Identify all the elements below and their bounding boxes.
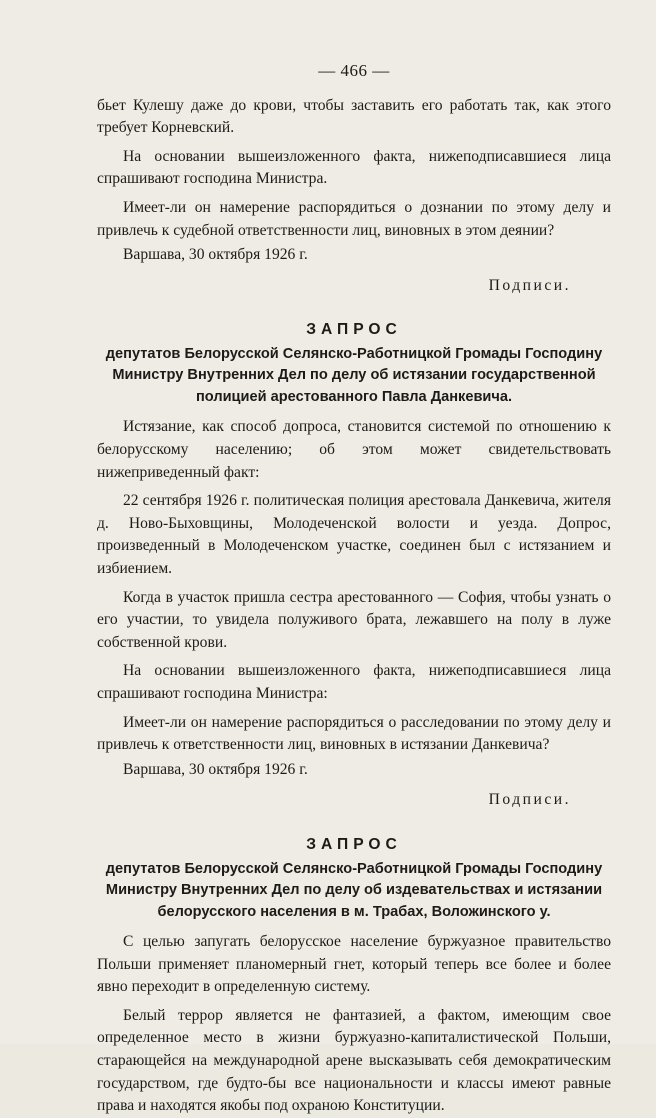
signatures: Подписи. bbox=[488, 791, 571, 809]
signatures: Подписи. bbox=[488, 276, 571, 294]
request-heading: ЗАПРОС bbox=[306, 321, 402, 339]
request-heading: ЗАПРОС bbox=[306, 835, 402, 853]
place-date: Варшава, 30 октября 1926 г. bbox=[123, 246, 308, 264]
request-subheading: депутатов Белорусской Селянско-Работницкой Громады Господину Министру Внутренних Дел по делу об издевательствах и истязании белорусского населения в м. Трабах, Воложинского у. bbox=[105, 860, 603, 920]
page-content bbox=[97, 60, 611, 1118]
request-paragraph: Белый террор является не фантазией, а фактом, имеющим свое определенное место в жизни буржуазно-капиталистической Польши, старающейся на международной арене высказывать себя демократическим государством, где будто-бы все национальности и классы имеют равные права и находятся якобы под охраною Конституции. bbox=[97, 1006, 611, 1115]
request-paragraph: 22 сентября 1926 г. политическая полиция арестовала Данкевича, жителя д. Ново-Быховщины, Молодеченской волости и уезда. Допрос, произведенный в Молодеченском участке, соединен был с истязанием и избиением. bbox=[97, 492, 611, 577]
place-date: Варшава, 30 октября 1926 г. bbox=[123, 760, 308, 778]
request-paragraph: Истязание, как способ допроса, становится системой по отношению к белорусскому населению; об этом может свидетельствовать нижеприведенный факт: bbox=[97, 418, 611, 481]
paragraph-basis: На основании вышеизложенного факта, нижеподписавшиеся лица спрашивают господина Министра. bbox=[97, 147, 611, 188]
paragraph-continued: бьет Кулешу даже до крови, чтобы заставить его работать так, как этого требует Корневский. bbox=[97, 96, 611, 137]
request-paragraph: Имеет-ли он намерение распорядиться о расследовании по этому делу и привлечь к ответственности лиц, виновных в истязании Данкевича? bbox=[97, 713, 611, 754]
request-subheading: депутатов Белорусской Селянско-Работницкой Громады Господину Министру Внутренних Дел по делу об истязании государственной полицией арестованного Павла Данкевича. bbox=[105, 345, 603, 405]
page-number: — 466 — bbox=[318, 61, 390, 80]
request-paragraph: На основании вышеизложенного факта, нижеподписавшиеся лица спрашивают господина Министра: bbox=[97, 662, 611, 702]
paragraph-question: Имеет-ли он намерение распорядиться о дознании по этому делу и привлечь к судебной ответственности лиц, виновных в этом деянии? bbox=[97, 198, 611, 239]
request-paragraph: С целью запугать белорусское население буржуазное правительство Польши применяет планомерный гнет, который теперь все более и более явно переходит в определенную систему. bbox=[97, 933, 611, 996]
request-paragraph: Когда в участок пришла сестра арестованного — София, чтобы узнать о его участии, то увидела полуживого брата, лежавшего на полу в луже собственной крови. bbox=[97, 588, 611, 651]
